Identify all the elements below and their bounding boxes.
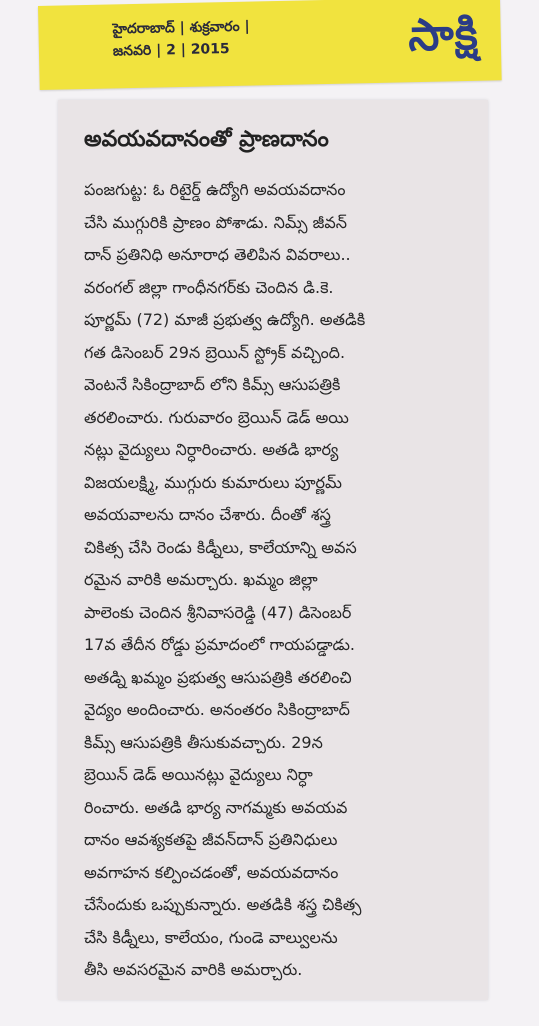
article-line: అతడ్ని ఖమ్మం ప్రభుత్వ ఆసుపత్రికి తరలించి <box>84 667 352 687</box>
article-line: బ్రెయిన్ డెడ్ అయినట్లు వైద్యులు నిర్ధా <box>84 765 313 784</box>
article-headline: అవయవదానంతో ప్రాణదానం <box>84 127 329 152</box>
article-line: పంజగుట్ట: ఓ రిటైర్డ్ ఉద్యోగి అవయవదానం <box>84 180 346 199</box>
article-line: తీసి అవసరమైన వారికి అమర్చారు. <box>84 960 303 979</box>
article-body <box>84 174 468 987</box>
article-line: చికిత్స చేసి రెండు కిడ్నీలు, కాలేయాన్ని అవస <box>84 537 357 557</box>
article-line: చేసి ముగ్గురికి ప్రాణం పోశాడు. నిమ్స్ జీవన్ <box>84 212 347 232</box>
article-line: చేసి కిడ్నీలు, కాలేయం, గుండె వాల్వులను <box>84 927 338 947</box>
article-line: వైద్యం అందించారు. అనంతరం సికింద్రాబాద్ <box>84 700 350 719</box>
article-clipping <box>58 100 488 1000</box>
dateline-city-day: హైదరాబాద్ | శుక్రవారం | <box>112 18 250 38</box>
article-line: చేసేందుకు ఒప్పుకున్నారు. అతడికి శస్త్ర చికిత్స <box>84 895 362 914</box>
article-line: దాన్ ప్రతినిధి అనూరాధ తెలిపిన వివరాలు.. <box>84 245 351 264</box>
dateline <box>112 16 250 63</box>
article-line: వెంటనే సికింద్రాబాద్ లోని కిమ్స్ ఆసుపత్రికి <box>84 375 341 394</box>
article-line: పూర్ణమ్ (72) మాజీ ప్రభుత్వ ఉద్యోగి. అతడికి <box>84 310 366 329</box>
article-line: నట్లు వైద్యులు నిర్ధారించారు. అతడి భార్య <box>84 440 339 459</box>
newspaper-logo: సాక్షి <box>407 8 480 62</box>
dateline-date: జనవరి | 2 | 2015 <box>112 40 230 60</box>
article-line: గత డిసెంబర్ 29న బ్రెయిన్ స్ట్రోక్ వచ్చింది. <box>84 342 346 362</box>
article-line: విజయలక్ష్మి, ముగ్గురు కుమారులు పూర్ణమ్ <box>84 472 342 492</box>
article-line: వరంగల్ జిల్లా గాంధీనగర్‌కు చెందిన డి.కె. <box>84 277 334 297</box>
article-line: అవగాహన కల్పించడంతో, అవయవదానం <box>84 862 339 882</box>
article-line: రించారు. అతడి భార్య నాగమ్మకు అవయవ <box>84 797 348 817</box>
article-line: తరలించారు. గురువారం బ్రెయిన్ డెడ్ అయి <box>84 407 349 427</box>
article-line: దానం ఆవశ్యకతపై జీవన్‌దాన్ ప్రతినిధులు <box>84 830 338 849</box>
article-line: పాలెంకు చెందిన శ్రీనివాసరెడ్డి (47) డిసెంబర్ <box>84 602 352 622</box>
article-line: కిమ్స్ ఆసుపత్రికి తీసుకువచ్చారు. 29న <box>84 732 323 752</box>
newspaper-masthead <box>38 0 502 90</box>
article-line: అవయవాలను దానం చేశారు. దీంతో శస్త్ర <box>84 505 331 524</box>
article-line: 17వ తేదీన రోడ్డు ప్రమాదంలో గాయపడ్డాడు. <box>84 635 356 654</box>
article-line: రమైన వారికి అమర్చారు. ఖమ్మం జిల్లా <box>84 570 318 589</box>
